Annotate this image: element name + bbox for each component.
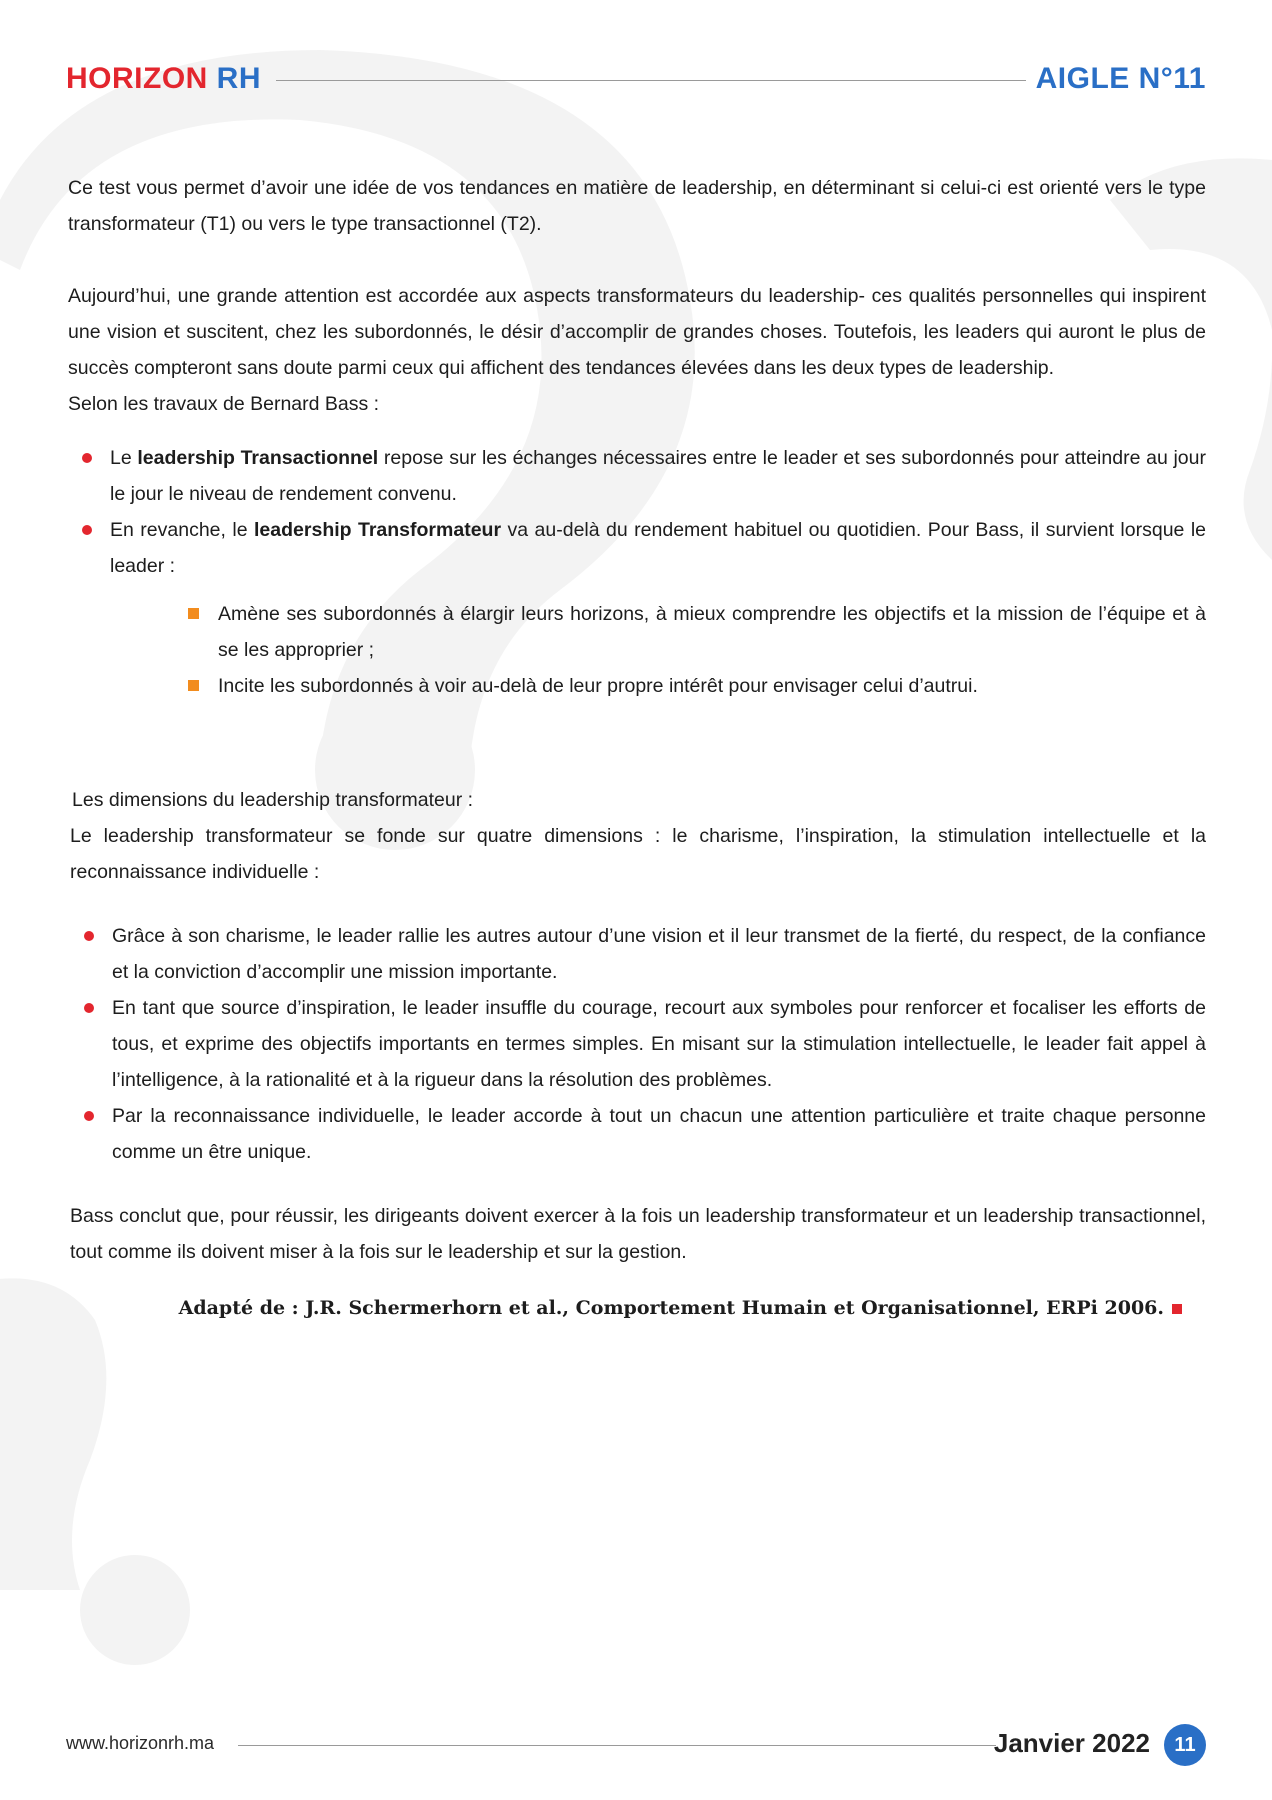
intro-paragraph-2: Aujourd’hui, une grande attention est accordée aux aspects transformateurs du leadership- ces qualités personnelles qui inspirent une vision et suscitent, chez les subordonnés, le désir d’accomplir de grandes choses. Toutefois, les leaders qui auront le plus de succès compteront sans doute parmi ceux qui affichent des tendances élevées dans les deux types de leadership. <box>68 285 1206 379</box>
footer-divider <box>238 1745 996 1746</box>
issue-number: AIGLE N°11 <box>1035 62 1206 95</box>
page-number-badge: 11 <box>1164 1724 1206 1766</box>
source-citation: Adapté de : J.R. Schermerhorn et al., Comportement Humain et Organisationnel, ERPi 2006. <box>68 1290 1206 1326</box>
list-item: Incite les subordonnés à voir au-delà de leur propre intérêt pour envisager celui d’autrui. <box>218 668 1206 704</box>
dimensions-list <box>68 918 1206 1170</box>
logo-text-rh: RH <box>216 62 262 95</box>
horizon-rh-logo <box>66 62 261 96</box>
page-header <box>66 62 1206 102</box>
end-of-article-mark <box>1172 1304 1182 1314</box>
intro-paragraph-1: Ce test vous permet d’avoir une idée de vos tendances en matière de leadership, en déterminant si celui-ci est orienté vers le type transformateur (T1) ou vers le type transactionnel (T2). <box>68 177 1206 235</box>
website-link[interactable]: www.horizonrh.ma <box>66 1733 215 1753</box>
transformateur-sub-list <box>68 596 1206 704</box>
list-item: Par la reconnaissance individuelle, le leader accorde à tout un chacun une attention particulière et traite chaque personne comme un être unique. <box>70 1098 1206 1170</box>
intro-paragraph-3: Selon les travaux de Bernard Bass : <box>68 393 380 415</box>
dimensions-heading: Les dimensions du leadership transformateur : <box>72 789 474 811</box>
logo-text-horizon: HORIZON <box>66 62 208 95</box>
list-item: Le leadership Transactionnel repose sur les échanges nécessaires entre le leader et ses subordonnés pour atteindre au jour le jour le niveau de rendement convenu. <box>68 440 1206 512</box>
page-footer <box>66 1724 1206 1768</box>
bass-leadership-list <box>68 440 1206 584</box>
article-body <box>68 170 1206 1326</box>
conclusion-paragraph: Bass conclut que, pour réussir, les dirigeants doivent exercer à la fois un leadership transformateur et un leadership transactionnel, tout comme ils doivent miser à la fois sur le leadership et sur la gestion. <box>70 1205 1206 1263</box>
list-item: Amène ses subordonnés à élargir leurs horizons, à mieux comprendre les objectifs et la mission de l’équipe et à se les approprier ; <box>218 596 1206 668</box>
list-item: En revanche, le leadership Transformateur va au-delà du rendement habituel ou quotidien. Pour Bass, il survient lorsque le leader : <box>68 512 1206 584</box>
header-divider <box>276 80 1026 81</box>
dimensions-intro: Le leadership transformateur se fonde sur quatre dimensions : le charisme, l’inspiration, la stimulation intellectuelle et la reconnaissance individuelle : <box>70 825 1206 883</box>
list-item: En tant que source d’inspiration, le leader insuffle du courage, recourt aux symboles pour renforcer et focaliser les efforts de tous, et exprime des objectifs importants en termes simples. En misant sur la stimulation intellectuelle, le leader fait appel à l’intelligence, à la rationalité et à la rigueur dans la résolution des problèmes. <box>70 990 1206 1098</box>
issue-date: Janvier 2022 <box>993 1728 1150 1758</box>
list-item: Grâce à son charisme, le leader rallie les autres autour d’une vision et il leur transmet de la fierté, du respect, de la confiance et la conviction d’accomplir une mission importante. <box>70 918 1206 990</box>
